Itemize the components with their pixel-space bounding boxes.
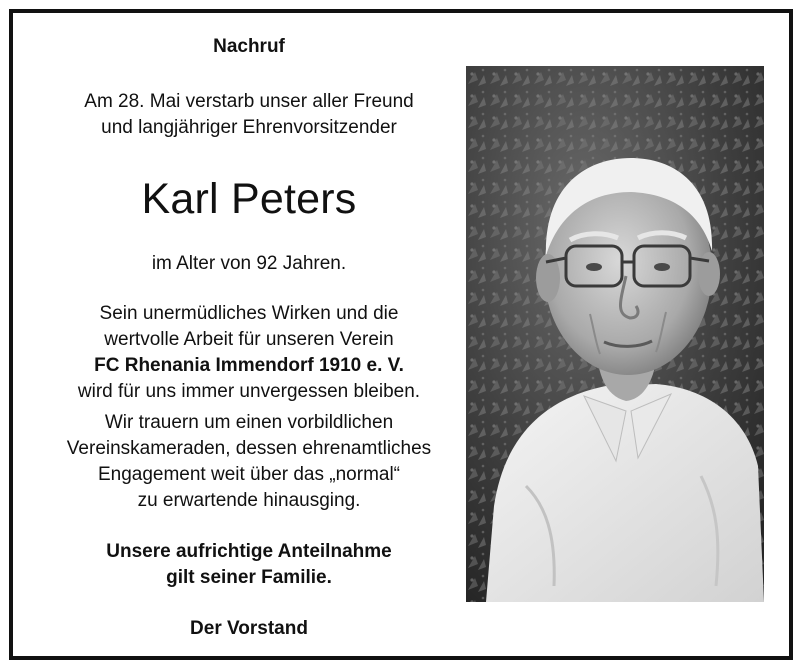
tribute-line-3: wird für uns immer unvergessen bleiben. — [77, 381, 421, 402]
condolence-line-2: gilt seiner Familie. — [166, 567, 332, 588]
condolence-line-1: Unsere aufrichtige Anteilnahme — [106, 541, 392, 562]
age-line: im Alter von 92 Jahren. — [151, 253, 347, 274]
mourning-line-3: Engagement weit über das „normal“ — [97, 464, 401, 485]
heading: Nachruf — [213, 36, 285, 57]
mourning-line-1: Wir trauern um einen vorbildlichen — [104, 412, 394, 433]
obituary-text-column — [13, 13, 485, 656]
mourning-line-4: zu erwartende hinausging. — [137, 490, 361, 511]
signature: Der Vorstand — [190, 618, 308, 639]
tribute-line-2: wertvolle Arbeit für unseren Verein — [104, 329, 394, 350]
tribute-line-1: Sein unermüdliches Wirken und die — [99, 303, 399, 324]
portrait-photo — [466, 66, 764, 602]
portrait-illustration — [466, 66, 764, 602]
intro-line-2: und langjähriger Ehrenvorsitzender — [101, 117, 397, 138]
obituary-frame — [9, 9, 793, 660]
deceased-name: Karl Peters — [141, 175, 357, 223]
club-name: FC Rhenania Immendorf 1910 e. V. — [94, 355, 404, 376]
mourning-line-2: Vereinskameraden, dessen ehrenamtliches — [66, 438, 432, 459]
intro-line-1: Am 28. Mai verstarb unser aller Freund — [84, 91, 414, 112]
